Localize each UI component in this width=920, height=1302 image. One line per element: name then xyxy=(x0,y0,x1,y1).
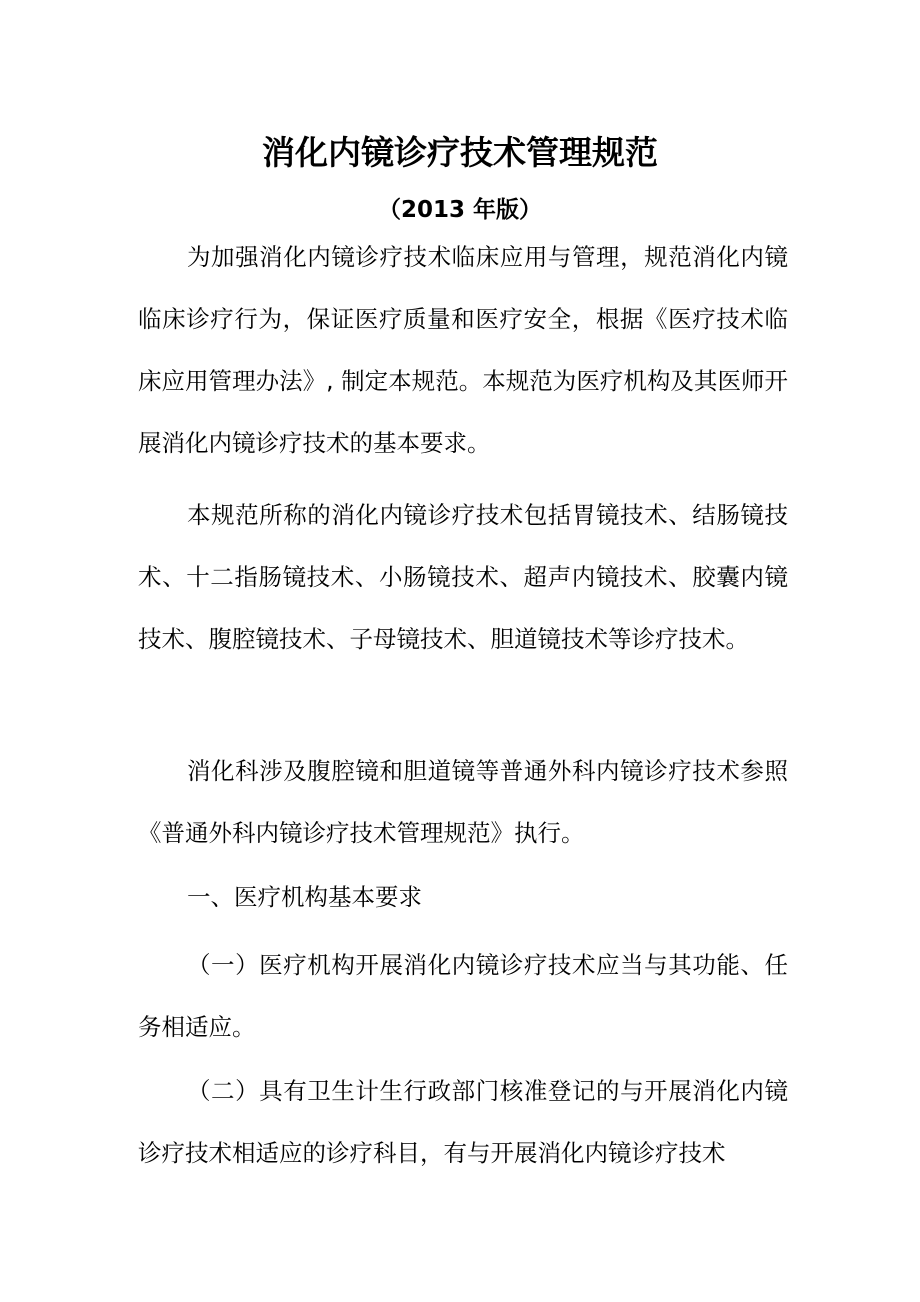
paragraph-item-2: （二）具有卫生计生行政部门核准登记的与开展消化内镜诊疗技术相适应的诊疗科目，有与开展消化内镜诊疗技术 xyxy=(138,1077,788,1167)
section-heading-1: 一、医疗机构基本要求 xyxy=(187,883,422,911)
paragraph-item-1: （一）医疗机构开展消化内镜诊疗技术应当与其功能、任务相适应。 xyxy=(138,951,788,1041)
document-title: 消化内镜诊疗技术管理规范 xyxy=(262,133,658,172)
paragraph-intro: 为加强消化内镜诊疗技术临床应用与管理，规范消化内镜临床诊疗行为，保证医疗质量和医疗安全，根据《医疗技术临床应用管理办法》, 制定本规范。本规范为医疗机构及其医师开展消化内镜诊疗技术的基本要求。 xyxy=(138,243,788,457)
paragraph-scope: 本规范所称的消化内镜诊疗技术包括胃镜技术、结肠镜技术、十二指肠镜技术、小肠镜技术、超声内镜技术、胶囊内镜技术、腹腔镜技术、子母镜技术、胆道镜技术等诊疗技术。 xyxy=(138,501,788,653)
document-subtitle: （2013 年版） xyxy=(377,197,543,223)
paragraph-reference: 消化科涉及腹腔镜和胆道镜等普通外科内镜诊疗技术参照《普通外科内镜诊疗技术管理规范》执行。 xyxy=(138,757,788,847)
